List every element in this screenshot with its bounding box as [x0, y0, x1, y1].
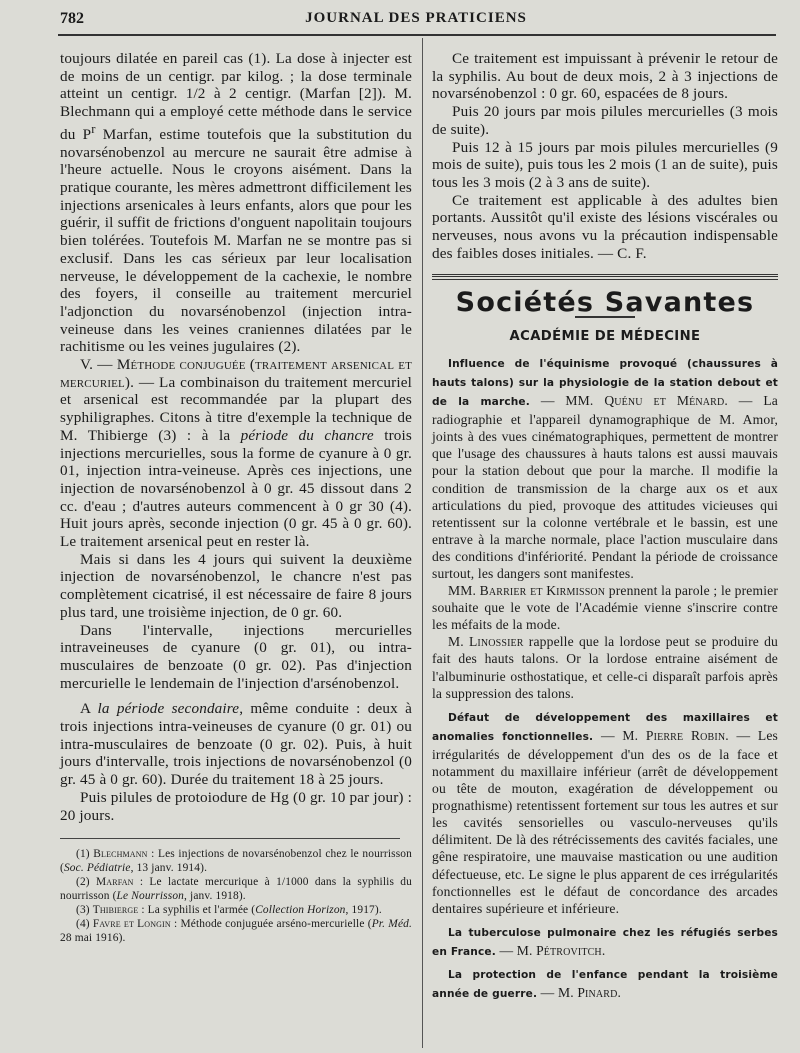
paragraph: Dans l'intervalle, injections mercurielles intraveineuses de cyanure (0 gr. 01), ou intra-musculaires de benzoate (0 gr. 02). Pas d'injection mercurielle le lendemain de l'injection d'arsénobenzol.	[60, 621, 412, 692]
section-title: Sociétés Savantes	[455, 287, 755, 319]
paragraph: Mais si dans les 4 jours qui suivent la deuxième injection de novarsénobenzol, le chancre n'est pas complètement cicatrisé, il est nécessaire de faire 8 jours plus tard, une troisième injection, de 0 gr. 60.	[60, 550, 412, 621]
paragraph: A la période secondaire, même conduite : deux à trois injections intra-veineuses de cyanure (0 gr. 01) ou intra-musculaires de benzoate (0 gr. 02). Puis, à huit jours d'intervalle, trois injections de novarsénobenzol (0 gr. 45 à 0 gr. 60). Durée du traitement 18 à 25 jours.	[60, 700, 412, 789]
paragraph: Puis pilules de protoiodure de Hg (0 gr. 10 par jour) : 20 jours.	[60, 788, 412, 824]
section-rule-thin	[432, 279, 778, 280]
footnote-rule	[60, 838, 400, 839]
report: La tuberculose pulmonaire chez les réfugiés serbes en France. — M. Pétrovitch.	[432, 926, 778, 958]
column-divider	[422, 38, 423, 1048]
page-header	[60, 10, 772, 34]
left-column	[60, 50, 412, 945]
footnote: (4) Favre et Longin : Méthode conjuguée arséno-mercurielle (Pr. Méd. 28 mai 1916).	[60, 918, 412, 945]
section-rule	[432, 274, 778, 277]
report: MM. Barrier et Kirmisson prennent la parole ; le premier souhaite que le vote de l'Académie vienne s'inscrire contre les méfaits de la mode.	[432, 583, 778, 633]
paragraph: Ce traitement est impuissant à prévenir le retour de la syphilis. Au bout de deux mois, 2 à 3 injections de novarsénobenzol : 0 gr. 60, espacées de 8 jours.	[432, 50, 778, 103]
report: Influence de l'équinisme provoqué (chaussures à hauts talons) sur la physiologie de la station debout et de la marche. — MM. Quénu et Ménard. — La radiographie et l'appareil dynamographique de M. Amor, joints à des vues cinématographiques, permettent de montrer que l'usage des chaussures à hauts talons est aussi mauvais pour la station debout que pour la marche. Il modifie la condition de transmission de la charge aux os et aux articulations du pied, provoque des attitudes vicieuses qui retentissent sur la colonne vertébrale et le bassin, est une entrave à la marche normale, place l'action musculaire dans des conditions d'infériorité. Pendant la période de croissance surtout, les dangers sont manifestes.	[432, 357, 778, 581]
journal-title: JOURNAL DES PRATICIENS	[305, 10, 527, 26]
page-number: 782	[60, 10, 84, 27]
academy-heading: ACADÉMIE DE MÉDECINE	[509, 329, 701, 345]
footnote: (2) Marfan : Le lactate mercurique à 1/1000 dans la syphilis du nourrisson (Le Nourrisson, janv. 1918).	[60, 876, 412, 903]
report: M. Linossier rappelle que la lordose peut se produire du fait des hauts talons. Or la lordose entraine aisément de l'albuminurie osthostatique, et celle-ci disparaît parfois après la suppression des talons.	[432, 634, 779, 701]
paragraph: Ce traitement est applicable à des adultes bien portants. Aussitôt qu'il existe des lésions viscérales ou nerveuses, nous avons vu la précaution indispensable des faibles doses initiales. — C. F.	[432, 191, 778, 262]
footnote: (3) Thibierge : La syphilis et l'armée (Collection Horizon, 1917).	[76, 904, 382, 917]
report: Défaut de développement des maxillaires et anomalies fonctionnelles. — M. Pierre Robin. — Les irrégularités de développement d'un des os de la face et notamment du maxillaire inférieur (arrêt de développement ou tête de mouton, exagération de développement ou prognathisme) retentissent fortement sur tous les autres et sur les cavités sensorielles ou vasculo-nerveuses qu'ils délimitent. De là des rétrécissements des cavités faciales, une gêne respiratoire, une mauvaise mastication ou une audition défectueuse, etc. Le signe le plus apparent de ces irrégularités fonctionnelles est le défaut de concordance des arcades dentaires supérieure et inférieure.	[432, 711, 779, 916]
paragraph: toujours dilatée en pareil cas (1). La dose à injecter est de moins de un centigr. par kilog. ; la dose terminale atteint un centigr. 1/2 à 2 centigr. (Marfan [2]). M. Blechmann qui a employé cette méthode dans le service du $P^r$ Marfan, estime toutefois que la substitution du novarsénobenzol au mercure ne saurait être admise à l'heure actuelle. Nous le croyons aisément. Dans la pratique courante, les mères admettront difficilement les injections arsenicales à leurs enfants, alors que pour les guérir, il suffit de frictions d'onguent napolitain toujours bien tolérées. Toutefois M. Marfan ne se montre pas si exclusif. Dans les cas sérieux par leur localisation nerveuse, le développement de la cachexie, le nombre des foyers, il conseille au traitement mercuriel l'adjonction du novarsénobenzol (injection intra-veineuse dans les veines craniennes dilatées par le rachitisme ou les veines jugulaires (2).	[60, 50, 413, 356]
report: La protection de l'enfance pendant la troisième année de guerre. — M. Pinard.	[432, 969, 778, 1001]
paragraph: Puis 20 jours par mois pilules mercurielles (3 mois de suite).	[432, 103, 778, 138]
paragraph: V. — Méthode conjuguée (traitement arsenical et mercuriel). — La combinaison du traitement mercuriel et arsenical est recommandée par la plupart des syphiligraphes. Citons à titre d'exemple la technique de M. Thibierge (3) : à la période du chancre trois injections mercurielles, sous la forme de cyanure à 0 gr. 01, injection intra-veineuse. Après ces injections, une injection de novarsénobenzol à 0 gr. 45 dissout dans 2 cc. d'eau ; d'autres auteurs commencent à 0 gr 30 (4). Huit jours après, seconde injection (0 gr. 45 à 0 gr. 60). Le traitement arsenical peut en rester là.	[60, 356, 412, 551]
header-rule	[58, 34, 776, 36]
paragraph: Puis 12 à 15 jours par mois pilules mercurielles (9 mois de suite), puis tous les 2 mois (1 an de suite), puis tous les 3 mois (2 à 3 ans de suite).	[432, 138, 778, 191]
right-column	[432, 50, 778, 1003]
academy-reports	[432, 354, 778, 1003]
footnote: (1) Blechmann : Les injections de novarsénobenzol chez le nourrisson (Soc. Pédiatrie, 13 janv. 1914).	[60, 848, 412, 875]
